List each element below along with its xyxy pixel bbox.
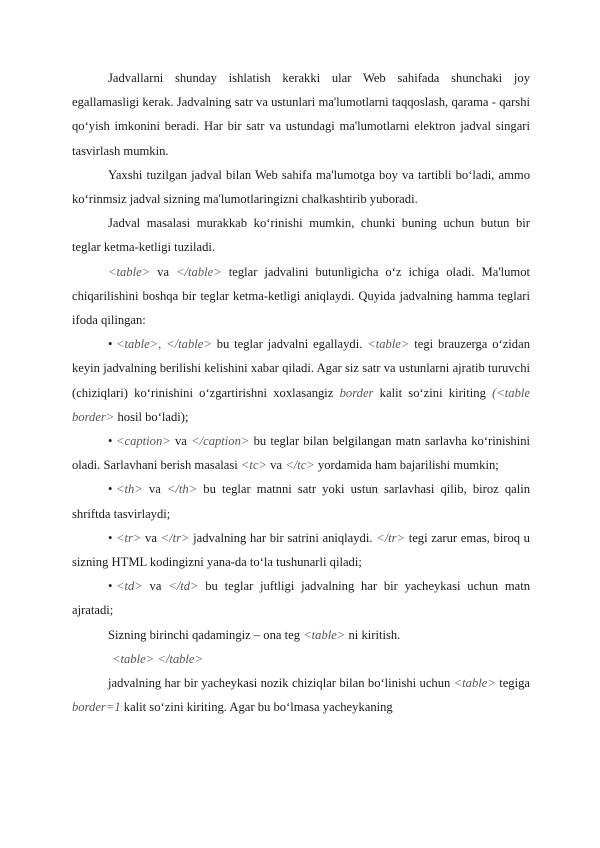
bullet-icon xyxy=(72,477,116,501)
bullet-th: •<th> va </th> bu teglar matnni satr yoki ustun sarlavhasi qilib, biroz qalin shriftda tasvirlaydi; xyxy=(72,477,530,525)
bullet-icon xyxy=(72,526,116,550)
keyword-border: border xyxy=(339,385,374,400)
bullet-icon xyxy=(72,574,116,598)
paragraph-1: Jadvallarni shunday ishlatish kerakki ular Web sahifada shunchaki joy egallamasligi kerak. Jadvalning satr va ustunlari ma'lumotlarni taqqoslash, qarama - qarshi qo‘yish imkonini beradi. Har bir satr va ustundagi ma'lumotlarni elektron jadval singari tasvirlash mumkin. xyxy=(72,71,530,158)
bullet-icon xyxy=(72,429,116,453)
bullet-caption: •<caption> va </caption> bu teglar bilan belgilangan matn sarlavha ko‘rinishini oladi. Sarlavhani berish masalasi <tc> va </tc> yordamida ham bajarilishi mumkin; xyxy=(72,429,530,477)
bullet-td: •<td> va </td> bu teglar juftligi jadvalning har bir yacheykasi uchun matn ajratadi; xyxy=(72,574,530,622)
bullet-icon xyxy=(72,332,116,356)
paragraph-4: <table> va </table> teglar jadvalini butunligicha o‘z ichiga oladi. Ma'lumot chiqarilishini boshqa bir teglar ketma-ketligi aniqlaydi. Quyida jadvalning hamma teglari ifoda qilingan: xyxy=(72,264,530,328)
keyword-border-1: border=1 xyxy=(72,700,121,715)
document-page xyxy=(72,66,530,719)
code-sample: <table> </table> xyxy=(112,651,204,666)
paragraph-2: Yaxshi tuzilgan jadval bilan Web sahifa ma'lumotga boy va tartibli bo‘ladi, ammo ko‘rinmsiz jadval sizning ma'lumotlaringizni chalkashtirib yuboradi. xyxy=(72,167,530,207)
paragraph-3: Jadval masalasi murakkab ko‘rinishi mumkin, chunki buning uchun butun bir teglar ketma-ketligi tuziladi. xyxy=(72,216,530,255)
paragraph-6: jadvalning har bir yacheykasi nozik chiziqlar bilan bo‘linishi uchun <table> tegiga border=1 kalit so‘zini kiriting. Agar bu bo‘lmasa yacheykaning xyxy=(72,676,530,715)
paragraph-5: Sizning birinchi qadamingiz – ona teg <table> ni kiritish. xyxy=(108,627,401,642)
tag-table-close: </table> xyxy=(176,264,222,279)
bullet-tr: •<tr> va </tr> jadvalning har bir satrini aniqlaydi. </tr> tegi zarur emas, biroq u sizning HTML kodingizni yana-da to‘la tushunarli qiladi; xyxy=(72,526,530,574)
bullet-table: •<table>, </table> bu teglar jadvalni egallaydi. <table> tegi brauzerga o‘zidan keyin jadvalning berilishi kelishini xabar qiladi. Agar siz satr va ustunlarni ajratib turuvchi (chiziqlari) ko‘rinishini o‘zgartirishni xoxlasangiz border kalit so‘zini kiriting (<table border> hosil bo‘ladi); xyxy=(72,332,530,429)
tag-table-open: <table> xyxy=(108,264,151,279)
